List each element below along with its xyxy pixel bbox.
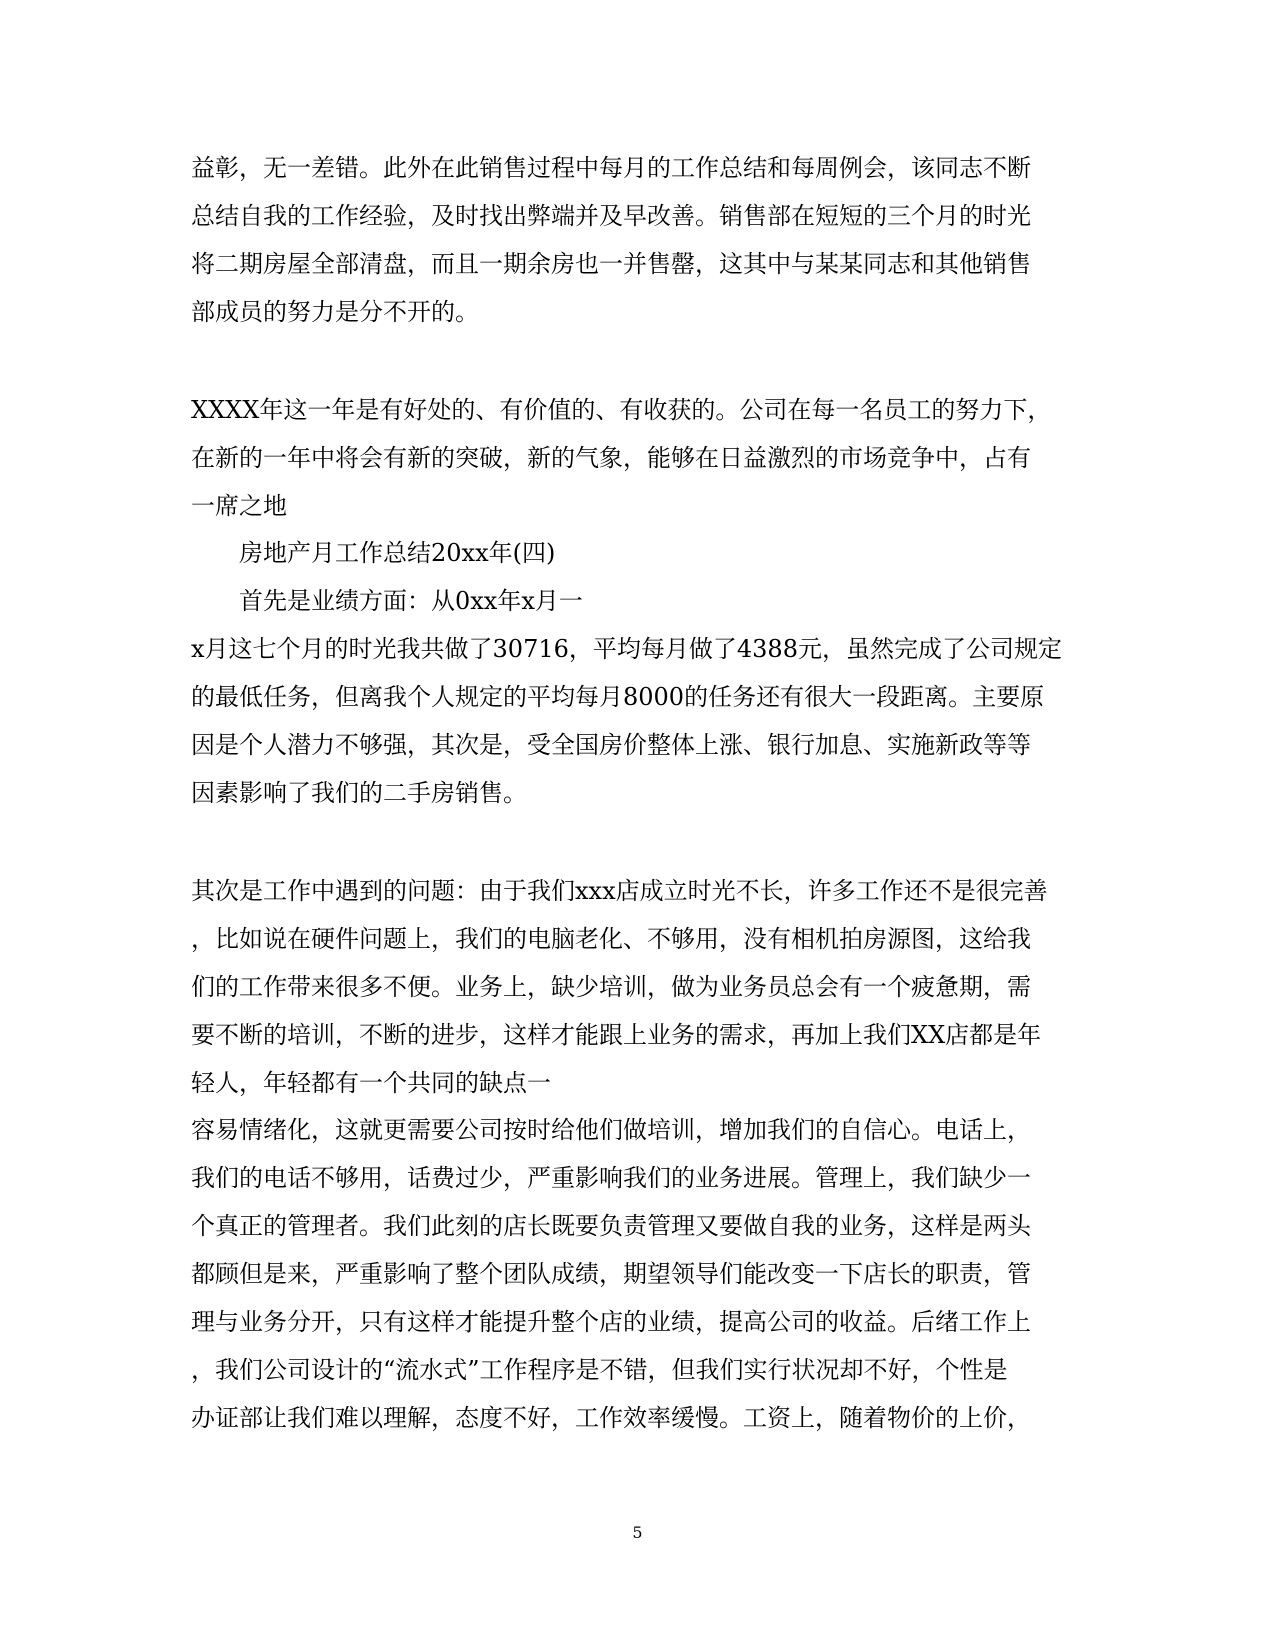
body-text-line: 要不断的培训，不断的进步，这样才能跟上业务的需求，再加上我们XX店都是年 — [191, 1021, 1042, 1049]
body-text-line: 将二期房屋全部清盘，而且一期余房也一并售罄，这其中与某某同志和其他销售 — [191, 250, 1031, 278]
section-heading: 房地产月工作总结20xx年(四) — [239, 539, 556, 567]
body-text-line: x月这七个月的时光我共做了30716，平均每月做了4388元，虽然完成了公司规定 — [191, 635, 1062, 663]
body-text-line: 其次是工作中遇到的问题：由于我们xxx店成立时光不长，许多工作还不是很完善 — [191, 877, 1048, 905]
body-text-line: ，比如说在硬件问题上，我们的电脑老化、不够用，没有相机拍房源图，这给我 — [191, 925, 1031, 953]
body-text-line: 办证部让我们难以理解，态度不好，工作效率缓慢。工资上，随着物价的上价， — [191, 1404, 1031, 1432]
body-text-line: 的最低任务，但离我个人规定的平均每月8000的任务还有很大一段距离。主要原 — [191, 683, 1045, 711]
body-text-line: 我们的电话不够用，话费过少，严重影响我们的业务进展。管理上，我们缺少一 — [191, 1164, 1031, 1192]
body-text-line: 首先是业绩方面：从0xx年x月一 — [239, 587, 583, 615]
body-text-line: 总结自我的工作经验，及时找出弊端并及早改善。销售部在短短的三个月的时光 — [191, 202, 1031, 230]
body-text-line: 都顾但是来，严重影响了整个团队成绩，期望领导们能改变一下店长的职责，管 — [191, 1260, 1031, 1288]
body-text-line: 一席之地 — [191, 492, 287, 520]
body-text-line: 轻人，年轻都有一个共同的缺点一 — [191, 1069, 551, 1097]
body-text-line: 个真正的管理者。我们此刻的店长既要负责管理又要做自我的业务，这样是两头 — [191, 1212, 1031, 1240]
body-text-line: 容易情绪化，这就更需要公司按时给他们做培训，增加我们的自信心。电话上， — [191, 1116, 1031, 1144]
body-text-line: 在新的一年中将会有新的突破，新的气象，能够在日益激烈的市场竞争中，占有 — [191, 444, 1031, 472]
page-number: 5 — [632, 1523, 643, 1542]
body-text-line: XXXX年这一年是有好处的、有价值的、有收获的。公司在每一名员工的努力下， — [191, 396, 1052, 424]
body-text-line: 们的工作带来很多不便。业务上，缺少培训，做为业务员总会有一个疲惫期，需 — [191, 973, 1031, 1001]
body-text-line: 理与业务分开，只有这样才能提升整个店的业绩，提高公司的收益。后绪工作上 — [191, 1308, 1031, 1336]
body-text-line: 因是个人潜力不够强，其次是，受全国房价整体上涨、银行加息、实施新政等等 — [191, 731, 1031, 759]
body-text-line: 因素影响了我们的二手房销售。 — [191, 779, 527, 807]
body-text-line: ，我们公司设计的“流水式”工作程序是不错，但我们实行状况却不好，个性是 — [191, 1356, 1008, 1384]
body-text-line: 益彰，无一差错。此外在此销售过程中每月的工作总结和每周例会，该同志不断 — [191, 154, 1031, 182]
body-text-line: 部成员的努力是分不开的。 — [191, 298, 479, 326]
